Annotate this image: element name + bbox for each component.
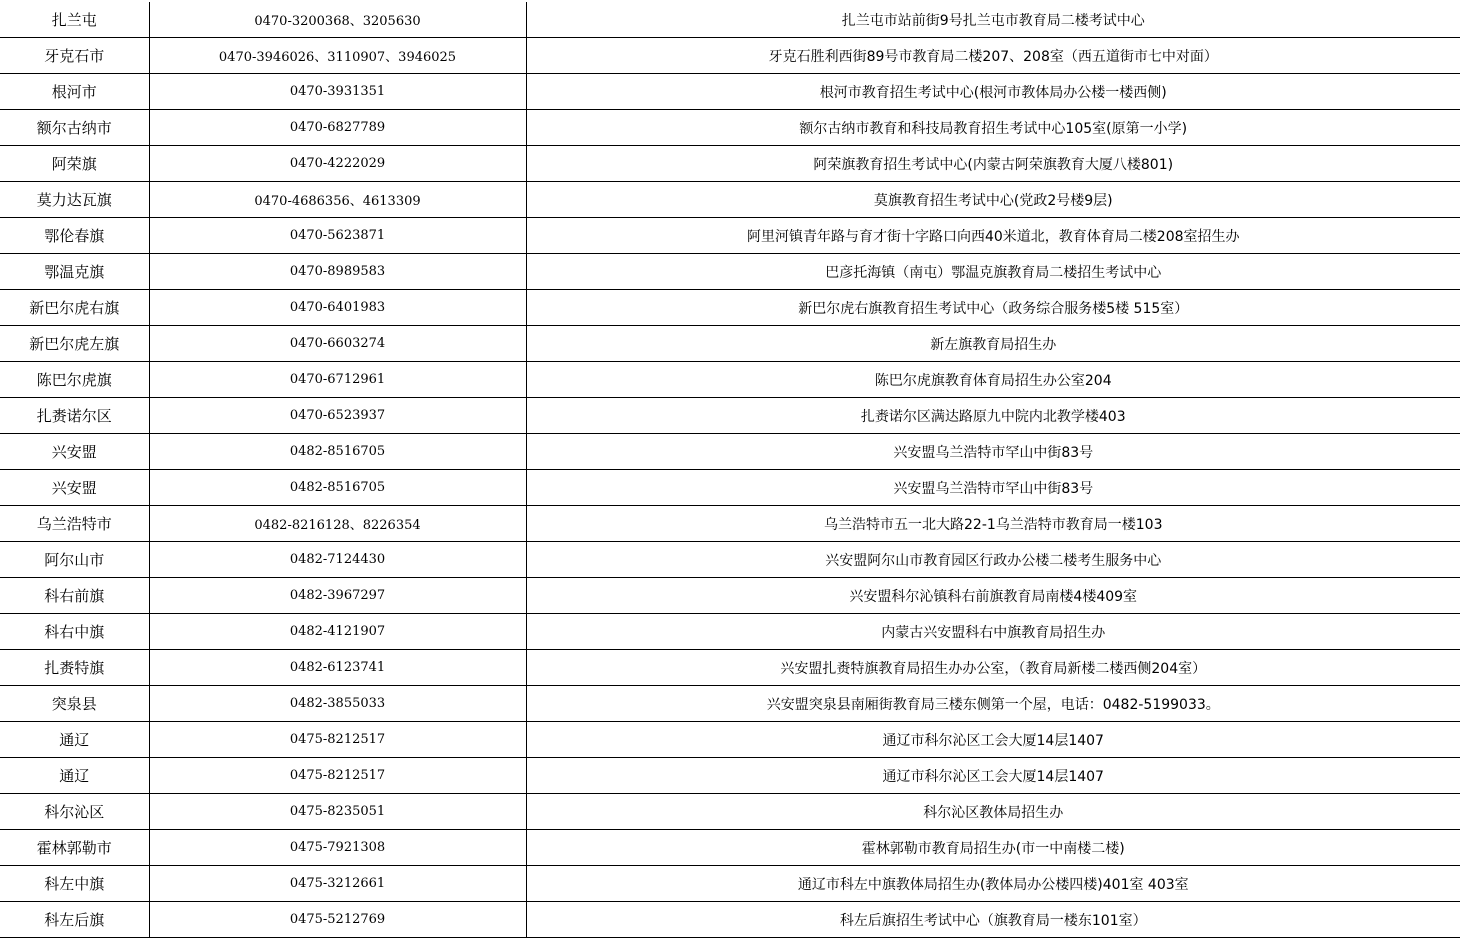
address-cell: 兴安盟阿尔山市教育园区行政办公楼二楼考生服务中心 — [526, 542, 1460, 578]
region-cell: 兴安盟 — [0, 434, 149, 470]
table-row — [0, 2, 1460, 38]
phone-cell: 0470-6401983 — [149, 290, 526, 326]
table-row — [0, 254, 1460, 290]
phone-cell: 0470-4222029 — [149, 146, 526, 182]
table-row — [0, 866, 1460, 902]
table-row — [0, 290, 1460, 326]
address-cell: 阿里河镇青年路与育才街十字路口向西40米道北，教育体育局二楼208室招生办 — [526, 218, 1460, 254]
phone-cell: 0470-3931351 — [149, 74, 526, 110]
table-row — [0, 758, 1460, 794]
phone-cell: 0482-6123741 — [149, 650, 526, 686]
address-cell: 兴安盟科尔沁镇科右前旗教育局南楼4楼409室 — [526, 578, 1460, 614]
region-cell: 科左后旗 — [0, 902, 149, 938]
address-cell: 内蒙古兴安盟科右中旗教育局招生办 — [526, 614, 1460, 650]
region-cell: 通辽 — [0, 758, 149, 794]
address-cell: 科左后旗招生考试中心（旗教育局一楼东101室） — [526, 902, 1460, 938]
table-row — [0, 650, 1460, 686]
region-cell: 扎兰屯 — [0, 2, 149, 38]
phone-cell: 0470-6712961 — [149, 362, 526, 398]
phone-cell: 0475-7921308 — [149, 830, 526, 866]
region-cell: 突泉县 — [0, 686, 149, 722]
phone-cell: 0470-8989583 — [149, 254, 526, 290]
region-cell: 扎赉诺尔区 — [0, 398, 149, 434]
phone-cell: 0470-5623871 — [149, 218, 526, 254]
region-cell: 鄂伦春旗 — [0, 218, 149, 254]
region-cell: 乌兰浩特市 — [0, 506, 149, 542]
region-cell: 霍林郭勒市 — [0, 830, 149, 866]
table-row — [0, 218, 1460, 254]
region-cell: 通辽 — [0, 722, 149, 758]
table-row — [0, 830, 1460, 866]
table-row — [0, 362, 1460, 398]
region-cell: 额尔古纳市 — [0, 110, 149, 146]
region-cell: 牙克石市 — [0, 38, 149, 74]
address-cell: 巴彦托海镇（南屯）鄂温克旗教育局二楼招生考试中心 — [526, 254, 1460, 290]
address-cell: 扎赉诺尔区满达路原九中院内北教学楼403 — [526, 398, 1460, 434]
table-row — [0, 182, 1460, 218]
phone-cell: 0470-6523937 — [149, 398, 526, 434]
address-cell: 兴安盟突泉县南厢街教育局三楼东侧第一个屋，电话：0482-5199033。 — [526, 686, 1460, 722]
phone-cell: 0470-3946026、3110907、3946025 — [149, 38, 526, 74]
table-row — [0, 74, 1460, 110]
address-cell: 新巴尔虎右旗教育招生考试中心（政务综合服务楼5楼 515室） — [526, 290, 1460, 326]
address-cell: 根河市教育招生考试中心(根河市教体局办公楼一楼西侧) — [526, 74, 1460, 110]
region-cell: 新巴尔虎左旗 — [0, 326, 149, 362]
address-cell: 乌兰浩特市五一北大路22-1乌兰浩特市教育局一楼103 — [526, 506, 1460, 542]
region-cell: 科左中旗 — [0, 866, 149, 902]
phone-cell: 0482-3967297 — [149, 578, 526, 614]
table-row — [0, 398, 1460, 434]
phone-cell: 0475-5212769 — [149, 902, 526, 938]
table-row — [0, 110, 1460, 146]
phone-cell: 0470-6603274 — [149, 326, 526, 362]
table-row — [0, 542, 1460, 578]
address-cell: 通辽市科尔沁区工会大厦14层1407 — [526, 722, 1460, 758]
region-cell: 科右中旗 — [0, 614, 149, 650]
phone-cell: 0470-3200368、3205630 — [149, 2, 526, 38]
address-cell: 牙克石胜利西街89号市教育局二楼207、208室（西五道街市七中对面） — [526, 38, 1460, 74]
address-cell: 兴安盟乌兰浩特市罕山中街83号 — [526, 470, 1460, 506]
address-cell: 科尔沁区教体局招生办 — [526, 794, 1460, 830]
address-cell: 陈巴尔虎旗教育体育局招生办公室204 — [526, 362, 1460, 398]
region-cell: 阿尔山市 — [0, 542, 149, 578]
phone-cell: 0475-3212661 — [149, 866, 526, 902]
phone-cell: 0482-8516705 — [149, 470, 526, 506]
phone-cell: 0482-3855033 — [149, 686, 526, 722]
table-row — [0, 326, 1460, 362]
region-cell: 鄂温克旗 — [0, 254, 149, 290]
phone-cell: 0475-8212517 — [149, 722, 526, 758]
table-row — [0, 686, 1460, 722]
region-cell: 陈巴尔虎旗 — [0, 362, 149, 398]
table-row — [0, 614, 1460, 650]
phone-cell: 0470-4686356、4613309 — [149, 182, 526, 218]
table-row — [0, 470, 1460, 506]
table-row — [0, 578, 1460, 614]
address-cell: 兴安盟扎赉特旗教育局招生办办公室，（教育局新楼二楼西侧204室） — [526, 650, 1460, 686]
exam-office-contact-table — [0, 2, 1460, 938]
region-cell: 科尔沁区 — [0, 794, 149, 830]
table-row — [0, 902, 1460, 938]
region-cell: 扎赉特旗 — [0, 650, 149, 686]
region-cell: 兴安盟 — [0, 470, 149, 506]
address-cell: 通辽市科尔沁区工会大厦14层1407 — [526, 758, 1460, 794]
region-cell: 科右前旗 — [0, 578, 149, 614]
address-cell: 新左旗教育局招生办 — [526, 326, 1460, 362]
phone-cell: 0475-8212517 — [149, 758, 526, 794]
phone-cell: 0475-8235051 — [149, 794, 526, 830]
table-body — [0, 2, 1460, 938]
address-cell: 霍林郭勒市教育局招生办(市一中南楼二楼) — [526, 830, 1460, 866]
address-cell: 扎兰屯市站前街9号扎兰屯市教育局二楼考试中心 — [526, 2, 1460, 38]
phone-cell: 0470-6827789 — [149, 110, 526, 146]
table-row — [0, 146, 1460, 182]
address-cell: 额尔古纳市教育和科技局教育招生考试中心105室(原第一小学) — [526, 110, 1460, 146]
address-cell: 兴安盟乌兰浩特市罕山中街83号 — [526, 434, 1460, 470]
region-cell: 莫力达瓦旗 — [0, 182, 149, 218]
region-cell: 阿荣旗 — [0, 146, 149, 182]
table-row — [0, 722, 1460, 758]
region-cell: 根河市 — [0, 74, 149, 110]
table-row — [0, 506, 1460, 542]
address-cell: 通辽市科左中旗教体局招生办(教体局办公楼四楼)401室 403室 — [526, 866, 1460, 902]
phone-cell: 0482-8516705 — [149, 434, 526, 470]
table-row — [0, 38, 1460, 74]
table-row — [0, 434, 1460, 470]
phone-cell: 0482-8216128、8226354 — [149, 506, 526, 542]
address-cell: 莫旗教育招生考试中心(党政2号楼9层) — [526, 182, 1460, 218]
table-row — [0, 794, 1460, 830]
phone-cell: 0482-7124430 — [149, 542, 526, 578]
region-cell: 新巴尔虎右旗 — [0, 290, 149, 326]
address-cell: 阿荣旗教育招生考试中心(内蒙古阿荣旗教育大厦八楼801) — [526, 146, 1460, 182]
phone-cell: 0482-4121907 — [149, 614, 526, 650]
